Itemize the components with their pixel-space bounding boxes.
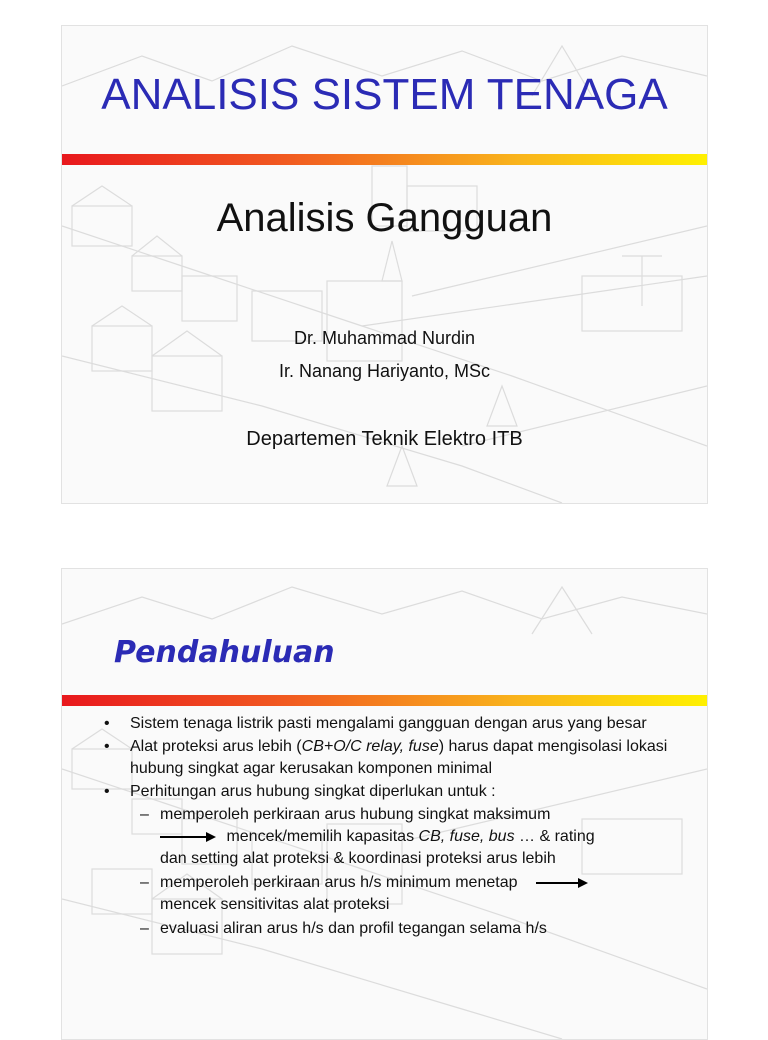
right-arrow-icon [536, 877, 588, 889]
bullet-text-post: ) harus dapat mengisolasi lokasi hubung singkat agar kerusakan komponen minimal [130, 738, 668, 777]
bullet-icon: • [104, 783, 110, 800]
slide-subtitle: Analisis Gangguan [216, 196, 553, 240]
bullet-text-pre: Alat proteksi arus lebih ( [130, 738, 302, 755]
presentation-title: ANALISIS SISTEM TENAGA [101, 70, 668, 119]
bullet-icon: • [104, 715, 110, 732]
sub-item-line [160, 872, 692, 894]
title-slide [61, 25, 708, 504]
bullet-icon: • [104, 738, 110, 755]
sub-item-text: evaluasi aliran arus h/s dan profil tegangan selama h/s [160, 920, 547, 937]
sub-item-text-italic: CB, fuse, bus [418, 828, 515, 845]
author-name: Dr. Muhammad Nurdin [293, 328, 476, 348]
bullet-text-italic: CB+O/C relay, fuse [301, 738, 439, 755]
author-name: Ir. Nanang Hariyanto, MSc [278, 361, 491, 381]
sub-item-text: mencek sensitivitas alat proteksi [160, 896, 390, 913]
bullet-list [102, 713, 692, 940]
sub-item-text-pre: mencek/memilih kapasitas [226, 828, 419, 845]
right-arrow-icon [160, 831, 216, 843]
list-item [102, 736, 692, 780]
gradient-divider-bar [61, 154, 708, 165]
gradient-divider-bar [61, 695, 708, 706]
sub-list-item [102, 918, 692, 940]
sub-item-text: dan setting alat proteksi & koordinasi proteksi arus lebih [160, 850, 556, 867]
dash-icon: – [140, 874, 149, 891]
dash-icon: – [140, 806, 149, 823]
sub-item-text: memperoleh perkiraan arus hubung singkat maksimum [160, 806, 551, 823]
dash-icon: – [140, 920, 149, 937]
list-item [102, 781, 692, 803]
sub-item-line [160, 826, 692, 848]
sub-item-text-post: … & rating [514, 828, 595, 845]
list-item [102, 713, 692, 735]
content-slide [61, 568, 708, 1040]
sub-list-item [102, 804, 692, 870]
bullet-text: Perhitungan arus hubung singkat diperlukan untuk : [130, 783, 496, 800]
sub-item-text: memperoleh perkiraan arus h/s minimum menetap [160, 874, 518, 891]
section-title: Pendahuluan [114, 635, 335, 670]
bullet-text: Sistem tenaga listrik pasti mengalami gangguan dengan arus yang besar [130, 715, 647, 732]
sub-list-item [102, 872, 692, 916]
department-name: Departemen Teknik Elektro ITB [246, 428, 523, 450]
